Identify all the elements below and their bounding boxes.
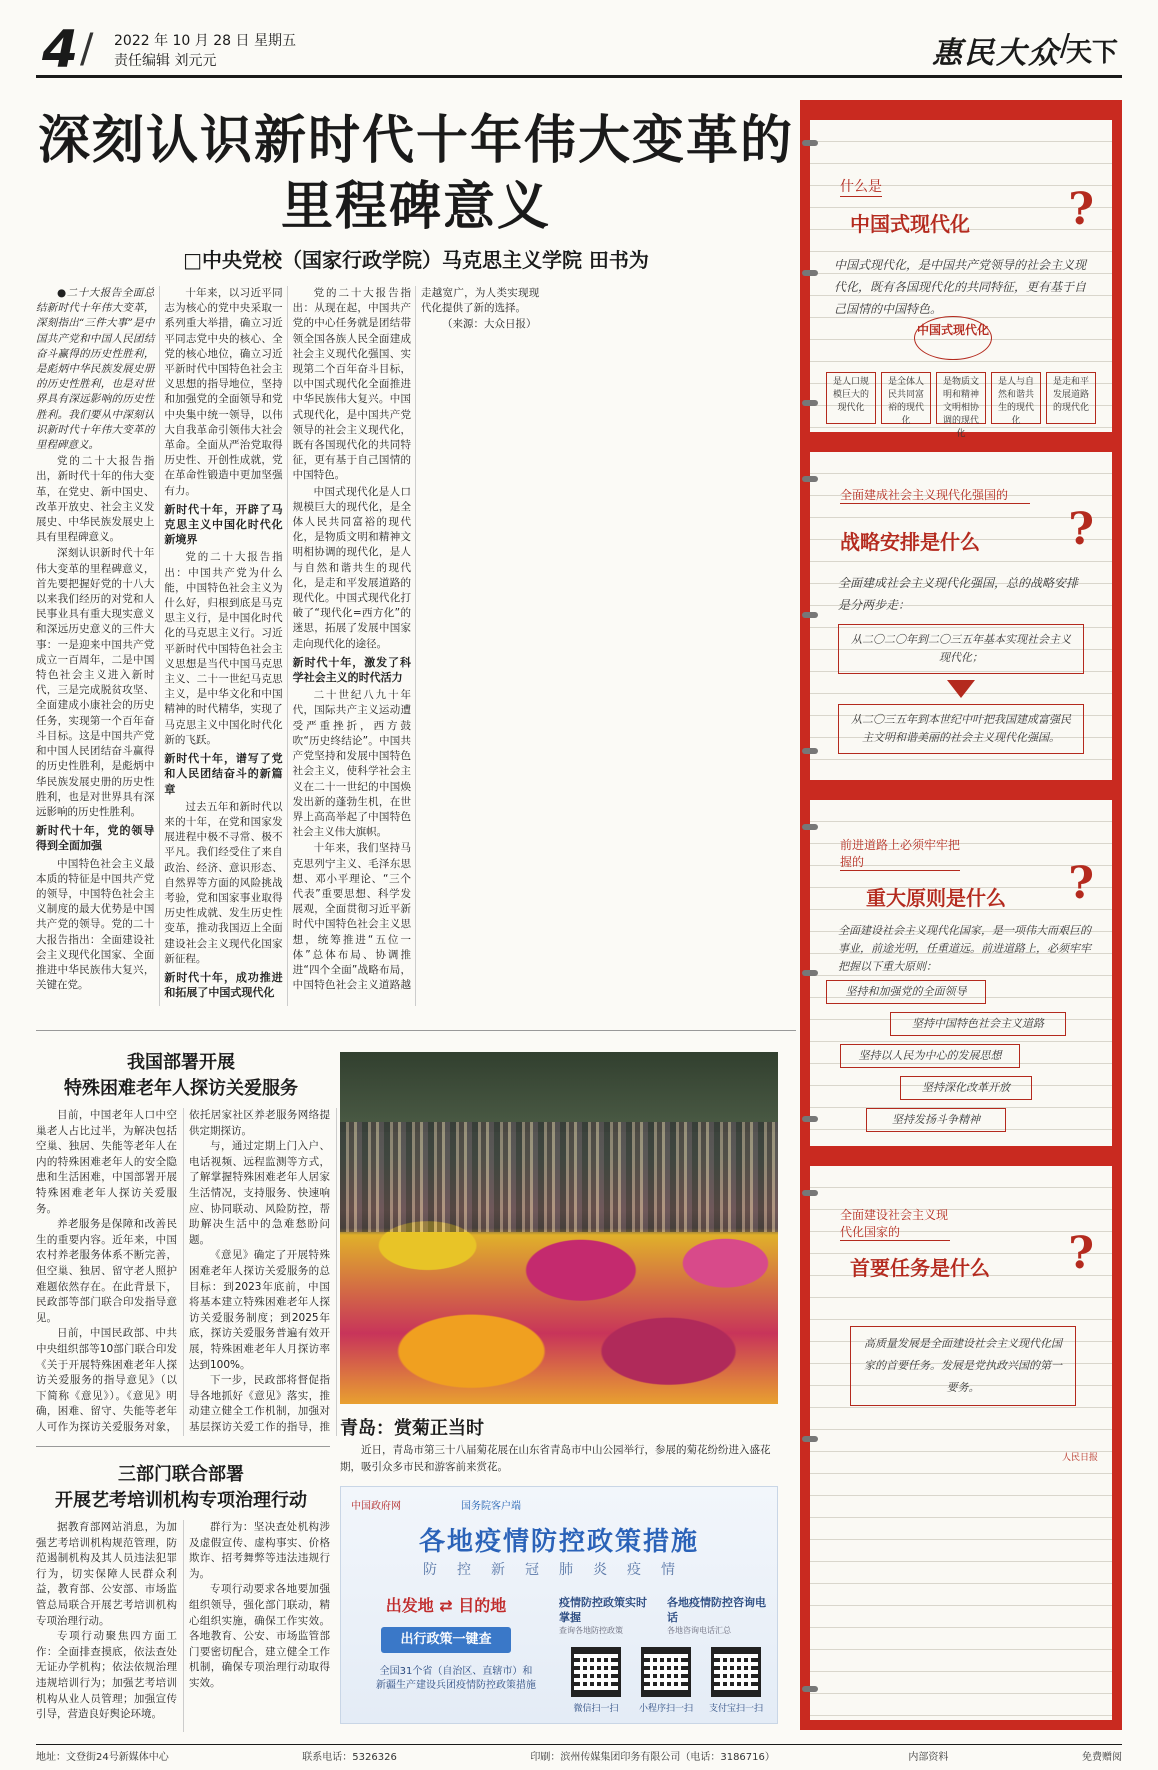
page-number: 4 (42, 20, 79, 80)
feature-box: 是走和平发展道路的现代化 (1046, 372, 1096, 424)
question-prefix: 全面建设社会主义现代化国家的 (840, 1208, 949, 1239)
binder-ring (802, 400, 818, 406)
article-paragraph: 目前，中国老年人口中空巢老人占比过半，为解决包括空巢、独居、失能等老年人在内的特殊困难老年人的安全隐患和生活困难，中国部署开展特殊困难老年人探访关爱服务。 (36, 1109, 177, 1215)
question-title: 重大原则是什么 (866, 886, 1006, 910)
issue-date: 2022 年 10 月 28 日 星期五 (114, 33, 296, 49)
section-divider (36, 1446, 330, 1447)
question-prefix: 前进道路上必须牢牢把握的 (840, 838, 961, 869)
ad-coverage-line-2: 新疆生产建设兵团疫情防控政策措施 (376, 1680, 536, 1691)
image-credit: 人民日报 (1061, 1453, 1098, 1463)
article-paragraph: 二十世纪八九十年代，国际共产主义运动遭受严重挫折，西方鼓吹“历史终结论”。中国共产党坚持和发展中国特色社会主义，使科学社会主义在二十一世纪的中国焕发出新的蓬勃生机，在世界上高高举起了中国特色社会主义伟大旗帜。 (292, 689, 411, 839)
principle-tag: 坚持中国特色社会主义道路 (890, 1012, 1066, 1036)
article-paragraph: 与，通过定期上门入户、电话视频、远程监测等方式，了解掌握特殊困难老年人居家生活情况，支持服务、快速响应、协同联动、风险防控，帮助解决生活中的急难愁盼问题。 (189, 1140, 330, 1246)
primary-task-box: 高质量发展是全面建设社会主义现代化国家的首要任务。发展是党执政兴国的第一要务。 (850, 1326, 1076, 1406)
feature-box: 是物质文明和精神文明相协调的现代化 (936, 372, 986, 424)
epidemic-policy-ad[interactable] (340, 1486, 778, 1724)
binder-ring (802, 140, 818, 146)
ad-coverage-note (361, 1665, 551, 1693)
article-paragraph: 十年来，以习近平同志为核心的党中央采取一系列重大举措，确立习近平同志党中央的核心、全党的核心地位，确立习近平新时代中国特色社会主义思想的指导地位，坚持和加强党的全面领导和党中央集中统一领导，以伟大自我革命引领伟大社会革命。全面从严治党取得历史性、开创性成就，党在革命性锻造中更加坚强有力。 (164, 287, 283, 497)
article-paragraph: 中国式现代化是人口规模巨大的现代化，是全体人民共同富裕的现代化，是物质文明和精神文明相协调的现代化，是人与自然和谐共生的现代化，是走和平发展道路的现代化。中国式现代化打破了“现代化=西方化”的迷思，拓展了发展中国家走向现代化的途径。 (292, 485, 411, 650)
step-one-box: 从二〇二〇年到二〇三五年基本实现社会主义现代化； (838, 624, 1084, 674)
article-paragraph: 党的二十大报告指出：从现在起，中国共产党的中心任务就是团结带领全国各族人民全面建成社会主义现代化强国、实现第二个百年奋斗目标，以中国式现代化全面推进中华民族伟大复兴。中国式现代化，是中国共产党领导的社会主义现代化，既有各国现代化的共同特征，更有基于自己国情的中国特色。 (292, 287, 411, 482)
policy-feature-title: 疫情防控政策实时掌握 (559, 1596, 647, 1624)
headline-line-1: 深刻认识新时代十年伟大变革的 (37, 111, 794, 171)
binder-ring (802, 1190, 818, 1196)
elderly-care-headline (36, 1050, 326, 1102)
ad-subtitle: 防控新冠肺炎疫情 (423, 1562, 695, 1578)
miniprogram-qr-code[interactable] (641, 1647, 691, 1697)
article-paragraph: 党的二十大报告指出：中国共产党为什么能，中国特色社会主义为什么好，归根到底是马克思主义行，是中国化时代化的马克思主义行。习近平新时代中国特色社会主义思想是当代中国马克思主义、二十一世纪马克思主义，是中华文化和中国精神的时代精华，实现了马克思主义中国化时代化新的飞跃。 (164, 551, 283, 746)
hotline-feature-title: 各地疫情防控咨询电话 (667, 1596, 766, 1624)
binder-ring (802, 1436, 818, 1442)
policy-feature (559, 1595, 655, 1636)
article-paragraph: 十年来，我们坚持马克思列宁主义、毛泽东思想、邓小平理论、“三个代表”重要思想、科学发展观，全面贯彻习近平新时代中国特色社会主义思想，统筹推进“五位一体”总体布局、协调推进“四个全面”战略布局，中国特色社会主义道路越走越宽广，为人类实现现代化提供了新的选择。 (292, 287, 540, 992)
qr-label: 支付宝扫一扫 (708, 1704, 763, 1714)
qr-label: 微信扫一扫 (573, 1704, 619, 1714)
main-article-body (36, 286, 796, 1006)
footer-phone: 联系电话：5326326 (302, 1752, 397, 1763)
binder-ring (802, 270, 818, 276)
photo-title: 青岛：赏菊正当时 (340, 1418, 484, 1439)
question-prefix: 什么是 (840, 176, 882, 197)
article-paragraph: 党的二十大报告指出，新时代十年的伟大变革，在党史、新中国史、改革开放史、社会主义发展史、中华民族发展史上具有里程碑意义。 (36, 455, 155, 544)
question-mark-icon: ? (1068, 504, 1094, 555)
binder-ring (802, 612, 818, 618)
hotline-feature-subtitle: 各地咨询电话汇总 (667, 1626, 731, 1635)
binder-ring (802, 824, 818, 830)
question-title: 首要任务是什么 (850, 1256, 990, 1280)
step-two-box: 从二〇三五年到本世纪中叶把我国建成富强民主文明和谐美丽的社会主义现代化强国。 (838, 704, 1084, 754)
article-paragraph: 据教育部网站消息，为加强艺考培训机构规范管理，防范遏制机构及其人员违法犯罪行为，切实保障人民群众利益，教育部、公安部、市场监管总局联合开展艺考培训机构专项治理行动。 (36, 1521, 177, 1627)
brand-separator: / (1059, 28, 1070, 63)
headline-line-2: 里程碑意义 (280, 177, 551, 237)
arrow-down-icon (947, 680, 975, 698)
chrysanthemum-photo (340, 1052, 778, 1404)
article-paragraph: 深刻认识新时代十年伟大变革的里程碑意义，首先要把握好党的十八大以来我们经历的对党和人民事业具有重大现实意义和深远历史意义的三件大事：一是迎来中国共产党成立一百周年，二是中国特色社会主义进入新时代，三是完成脱贫攻坚、全面建成小康社会的历史任务，实现第一个百年奋斗目标。这是中国共产党和中国人民团结奋斗赢得的历史性胜利，是彪炳中华民族发展史册的历史性胜利，也是对世界具有深远影响的历史性胜利。 (36, 547, 155, 818)
footer-address: 地址：文登街24号新媒体中心 (36, 1752, 169, 1763)
main-headline (36, 108, 796, 240)
headline-line-1: 我国部署开展 (127, 1052, 235, 1073)
question-title: 战略安排是什么 (840, 530, 980, 554)
page-slash: / (80, 26, 94, 72)
photo-caption: 近日，青岛市第三十八届菊花展在山东省青岛市中山公园举行，参展的菊花纷纷进入盛花期，吸引众多市民和游客前来赏花。 (340, 1444, 771, 1473)
policy-feature-subtitle: 查询各地防控政策 (559, 1626, 623, 1635)
wechat-qr-code[interactable] (571, 1647, 621, 1697)
elderly-care-article-body (36, 1108, 330, 1436)
headline-line-2: 特殊困难老年人探访关爱服务 (64, 1078, 298, 1099)
policy-query-button[interactable]: 出行政策一键查 (381, 1627, 511, 1653)
hotline-feature (667, 1595, 767, 1636)
card-major-principles (810, 800, 1112, 1146)
explanation-text: 全面建设社会主义现代化国家，是一项伟大而艰巨的事业，前途光明，任重道远。前进道路上，必须牢牢把握以下重大原则： (838, 924, 1091, 973)
principle-tag: 坚持和加强党的全面领导 (826, 980, 986, 1004)
card-strategic-plan (810, 452, 1112, 780)
explanation-text: 中国式现代化，是中国共产党领导的社会主义现代化，既有各国现代化的共同特征，更有基于自己国情的中国特色。 (834, 258, 1087, 316)
ad-title: 各地疫情防控政策措施 (418, 1527, 699, 1557)
gov-website-logo: 中国政府网 (351, 1501, 401, 1512)
article-paragraph: 日前，中国民政部、中共中央组织部等10部门联合印发《关于开展特殊困难老年人探访关爱服务的指导意见》（以下简称《意见》）。《意见》明确，困难、留守、失能等老年人可作为探访关爱服务对象，依托居家社区养老服务网络提供定期探访。 (36, 1109, 330, 1433)
card-primary-task (810, 1166, 1112, 1720)
question-prefix: 全面建成社会主义现代化强国的 (840, 486, 1030, 504)
question-mark-icon: ? (1068, 1228, 1094, 1279)
article-subheading: 新时代十年，谱写了党和人民团结奋斗的新篇章 (164, 752, 283, 796)
article-paragraph: 《意见》确定了开展特殊困难老年人探访关爱服务的总目标：到2023年底前，中国将基本建立特殊困难老年人探访关爱服务制度；到2025年底，探访关爱服务普遍有效开展，特殊困难老年人月探访率达到100%。 (189, 1249, 330, 1371)
question-mark-icon: ? (1068, 858, 1094, 909)
art-exam-headline (36, 1462, 326, 1514)
feature-box: 是人口规模巨大的现代化 (826, 372, 876, 424)
question-mark-icon: ? (1068, 184, 1094, 235)
masthead (36, 20, 1122, 78)
state-council-app-logo: 国务院客户端 (461, 1501, 521, 1512)
explainer-sidebar (800, 100, 1122, 1730)
binder-ring (802, 1686, 818, 1692)
binder-ring (802, 476, 818, 482)
article-subheading: 新时代十年，开辟了马克思主义中国化时代化新境界 (164, 502, 283, 547)
ad-coverage-line-1: 全国31个省（自治区、直辖市）和 (379, 1666, 533, 1677)
binder-ring (802, 748, 818, 754)
article-source: （来源：大众日报） (441, 318, 537, 331)
feature-box: 是人与自然和谐共生的现代化 (991, 372, 1041, 424)
newspaper-brand: 惠民大众 (932, 36, 1060, 71)
headline-line-2: 开展艺考培训机构专项治理行动 (55, 1490, 307, 1511)
qr-label: 小程序扫一扫 (638, 1704, 693, 1714)
article-lead: ●二十大报告全面总结新时代十年伟大变革，深刻指出“三件大事”是中国共产党和中国人民团结奋斗赢得的历史性胜利，是彪炳中华民族发展史册的历史性胜利，也是对世界具有深远影响的历史性胜利。我们要从中深刻认识新时代十年伟大变革的里程碑意义。 (36, 287, 155, 452)
binder-ring (802, 970, 818, 976)
footer-internal: 内部资料 (908, 1752, 949, 1763)
section-divider (36, 1030, 796, 1031)
card-chinese-modernization (810, 120, 1112, 439)
center-concept: 中国式现代化 (914, 316, 992, 360)
page-footer (36, 1744, 1122, 1763)
principle-tag: 坚持发扬斗争精神 (866, 1108, 1006, 1132)
article-subheading: 新时代十年，成功推进和拓展了中国式现代化 (164, 970, 283, 1000)
section-name: 天下 (1065, 38, 1118, 68)
article-paragraph: 专项行动聚焦四方面工作：全面排查摸底，依法查处无证办学机构；依法依规治理违规培训行为；加强艺考培训机构从业人员管理；加强宣传引导，营造良好舆论环境。 (36, 1630, 177, 1721)
art-exam-article-body (36, 1520, 330, 1732)
article-paragraph: 下一步，民政部将督促指导各地抓好《意见》落实，推动建立健全工作机制，加强对基层探访关爱工作的指导，推 (189, 1374, 330, 1433)
article-paragraph: 养老服务是保障和改善民生的重要内容。近年来，中国农村养老服务体系不断完善，但空巢、独居、留守老人照护难题依然存在。在此背景下，民政部等部门联合印发指导意见。 (36, 1218, 177, 1324)
question-title: 中国式现代化 (850, 212, 970, 236)
article-paragraph: 过去五年和新时代以来的十年，在党和国家发展进程中极不寻常、极不平凡。我们经受住了来自政治、经济、意识形态、自然界等方面的风险挑战考验，党和国家事业取得历史性成就、发生历史性变革，推动我国迈上全面建设社会主义现代化国家新征程。 (164, 800, 283, 965)
feature-box: 是全体人民共同富裕的现代化 (881, 372, 931, 424)
article-subheading: 新时代十年，党的领导得到全面加强 (36, 824, 155, 853)
responsible-editor: 责任编辑 刘元元 (114, 53, 217, 69)
photo-trees (340, 1052, 778, 1132)
binder-ring (802, 1116, 818, 1122)
route-label: 出发地 ⇄ 目的地 (385, 1596, 507, 1615)
photo-crowd (340, 1122, 778, 1232)
alipay-qr-code[interactable] (711, 1647, 761, 1697)
headline-line-1: 三部门联合部署 (118, 1464, 244, 1485)
explanation-text: 全面建成社会主义现代化强国，总的战略安排是分两步走： (838, 576, 1079, 612)
article-author: □中央党校（国家行政学院）马克思主义学院 田书为 (183, 248, 649, 272)
principle-tag: 坚持深化改革开放 (900, 1076, 1032, 1100)
article-paragraph: 中国特色社会主义最本质的特征是中国共产党的领导，中国特色社会主义制度的最大优势是中国共产党的领导。党的二十大报告指出：全面建设社会主义现代化国家、全面推进中华民族伟大复兴，关键在党。 (36, 857, 155, 992)
article-paragraph: 群行为：坚决查处机构涉及虚假宣传、虚构事实、价格欺诈、招考舞弊等违法违规行为。 (189, 1521, 330, 1580)
article-paragraph: 专项行动要求各地要加强组织领导，强化部门联动，精心组织实施，确保工作实效。各地教育、公安、市场监管部门要密切配合，建立健全工作机制，确保专项治理行动取得实效。 (189, 1583, 330, 1689)
footer-printer: 印刷：滨州传媒集团印务有限公司（电话：3186716） (530, 1752, 775, 1763)
principle-tag: 坚持以人民为中心的发展思想 (840, 1044, 1020, 1068)
article-subheading: 新时代十年，激发了科学社会主义的时代活力 (292, 655, 411, 685)
footer-free: 免费赠阅 (1081, 1752, 1122, 1763)
